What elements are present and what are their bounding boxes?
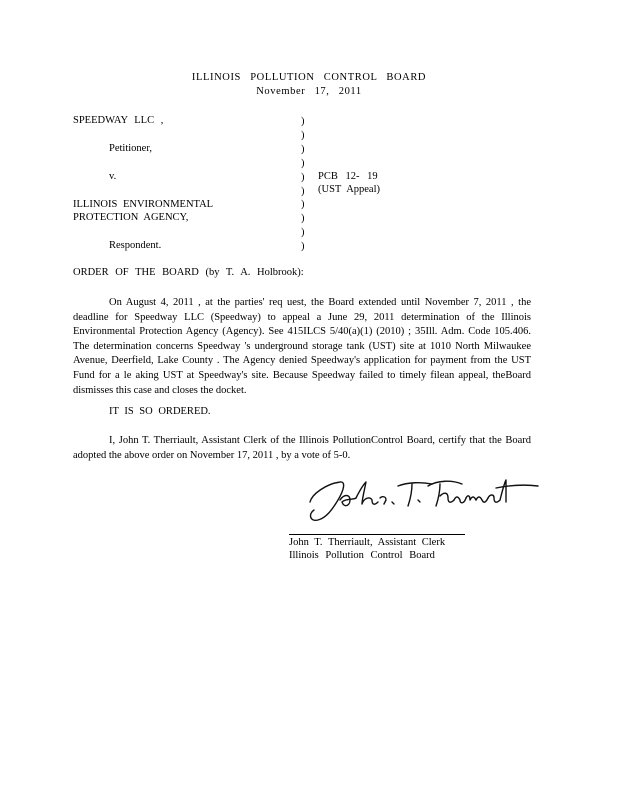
caption-paren: ) — [301, 227, 305, 239]
certification-paragraph: I, John T. Therriault, Assistant Clerk of the Illinois PollutionControl Board, certify that the Board adopted the above order on November 17, 2011 , by a vote of 5-0. — [73, 435, 531, 461]
respondent-role: Respondent. — [109, 240, 162, 251]
caption-paren: ) — [301, 199, 305, 211]
board-name-heading: ILLINOIS POLLUTION CONTROL BOARD — [191, 72, 427, 83]
case-number: PCB 12- 19 — [318, 171, 378, 182]
order-paragraph: On August 4, 2011 , at the parties' req uest, the Board extended until November 7, 2011 , the deadline for Speedway LLC (Speedway) to appeal a June 29, 2011 determination of the Illinois Environmental Protection Agency (Agency). See 415ILCS 5/40(a)(1) (2010) ; 35Ill. Adm. Code 105.406. The determination concerns Speedway 's underground storage tank (UST) site at 1010 North Milwaukee Avenue, Deerfield, Lake County . The Agency denied Speedway's application for payment from the UST Fund for a le aking UST at Speedway's site. Because Speedway failed to timely filean appeal, theBoard dismisses this case and closes the docket. — [73, 297, 531, 396]
signer-name-title: John T. Therriault, Assistant Clerk — [289, 537, 446, 548]
order-date: November 17, 2011 — [256, 86, 362, 97]
handwritten-signature — [300, 470, 550, 530]
caption-paren: ) — [301, 116, 305, 127]
caption-paren: ) — [301, 213, 305, 225]
versus-label: v. — [109, 171, 117, 182]
so-ordered-line: IT IS SO ORDERED. — [109, 406, 211, 417]
caption-paren: ) — [301, 143, 305, 155]
respondent-name-line1: ILLINOIS ENVIRONMENTAL — [73, 199, 214, 210]
petitioner-name: SPEEDWAY LLC , — [73, 115, 164, 126]
signature-line — [289, 534, 465, 535]
case-type: (UST Appeal) — [318, 184, 381, 195]
petitioner-role: Petitioner, — [109, 143, 153, 154]
caption-paren: ) — [301, 129, 305, 141]
caption-parentheses — [301, 115, 305, 254]
signer-organization: Illinois Pollution Control Board — [289, 550, 435, 561]
caption-paren: ) — [301, 157, 305, 169]
caption-paren: ) — [301, 171, 305, 183]
caption-paren: ) — [301, 241, 305, 253]
respondent-name-line2: PROTECTION AGENCY, — [73, 212, 189, 223]
caption-paren: ) — [301, 185, 305, 197]
order-heading: ORDER OF THE BOARD (by T. A. Holbrook): — [73, 267, 304, 278]
